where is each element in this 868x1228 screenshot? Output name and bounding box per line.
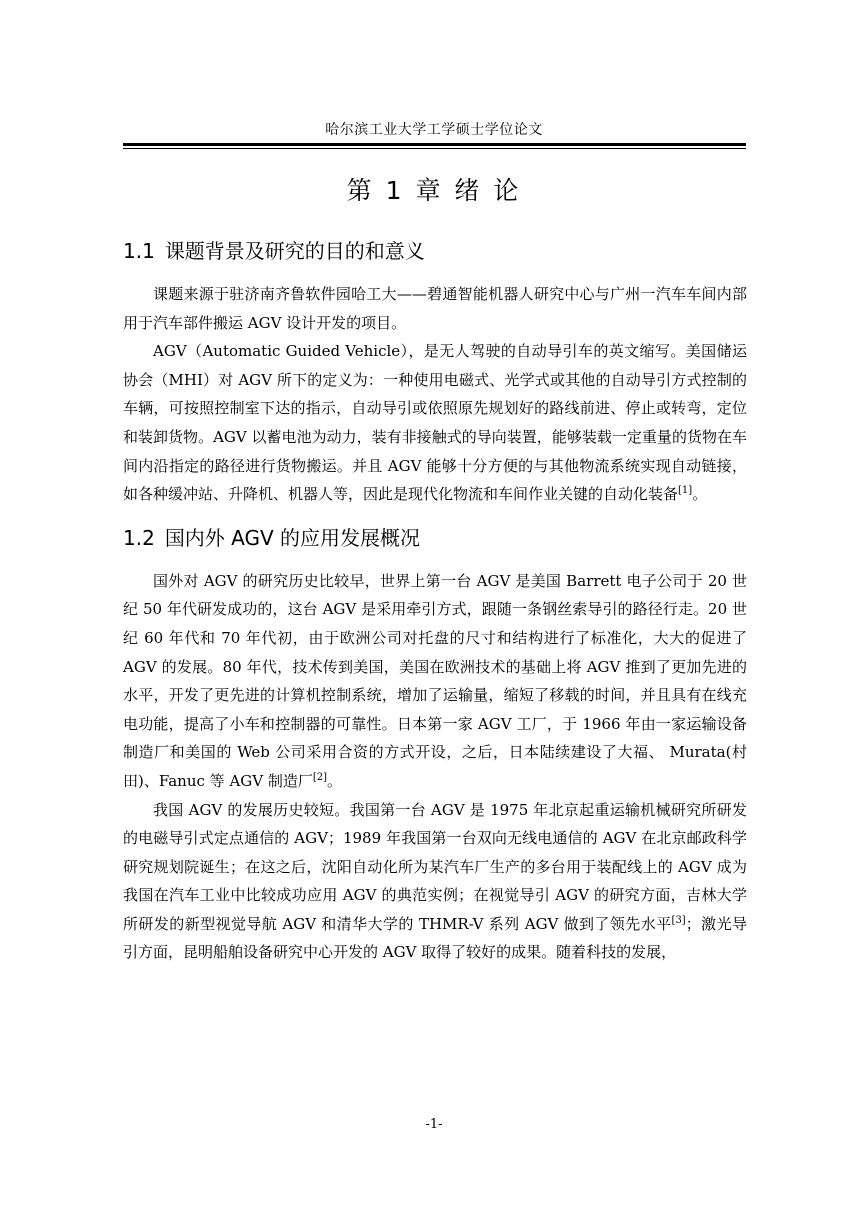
page-number: -1-: [425, 1117, 443, 1132]
paragraph-tail: 。: [327, 771, 343, 790]
citation-ref: [3]: [671, 914, 686, 926]
header-rule-thick: [123, 143, 746, 146]
paragraph-text: 课题来源于驻济南齐鲁软件园哈工大——碧通智能机器人研究中心与广州一汽车车间内部用于汽车部件搬运 AGV 设计开发的项目。: [123, 285, 747, 332]
section-number: 1.1: [123, 239, 155, 263]
section-title: 国内外 AGV 的应用发展概况: [164, 525, 421, 550]
body-content: [123, 234, 747, 967]
paragraph-text: AGV（Automatic Guided Vehicle），是无人驾驶的自动导引车的英文缩写。美国储运协会（MHI）对 AGV 所下的定义为：一种使用电磁式、光学式或其他的自动导引方式控制的车辆，可按照控制室下达的指示，自动导引或依照原先规划好的路线前进、停止或转弯，定位和装卸货物。AGV 以蓄电池为动力，装有非接触式的导向装置，能够装载一定重量的货物在车间内沿指定的路径进行货物搬运。并且 AGV 能够十分方便的与其他物流系统实现自动链接，如各种缓冲站、升降机、机器人等，因此是现代化物流和车间作业关键的自动化装备: [123, 342, 747, 504]
section-1-2: [123, 521, 747, 967]
section-1-1: [123, 234, 747, 509]
section-heading: [123, 521, 747, 555]
running-header: 哈尔滨工业大学工学硕士学位论文: [325, 122, 543, 138]
paragraph: [123, 337, 747, 509]
paragraph: [123, 280, 747, 337]
paragraph: [123, 567, 747, 796]
section-heading: [123, 234, 747, 268]
section-number: 1.2: [123, 525, 155, 550]
paragraph-tail: 。: [692, 485, 708, 504]
paragraph-text: 国外对 AGV 的研究历史比较早，世界上第一台 AGV 是美国 Barrett 电子公司于 20 世纪 50 年代研发成功的，这台 AGV 是采用牵引方式，跟随一条钢丝索导引的路径行走。20 世纪 60 年代和 70 年代初，由于欧洲公司对托盘的尺寸和结构进行了标准化，大大的促进了 AGV 的发展。80 年代，技术传到美国，美国在欧洲技术的基础上将 AGV 推到了更加先进的水平，开发了更先进的计算机控制系统，增加了运输量，缩短了移载的时间，并且具有在线充电功能，提高了小车和控制器的可靠性。日本第一家 AGV 工厂，于 1966 年由一家运输设备制造厂和美国的 Web 公司采用合资的方式开设，之后，日本陆续建设了大福、 Murata(村田)、Fanuc 等 AGV 制造厂: [123, 571, 747, 790]
citation-ref: [2]: [312, 771, 328, 783]
paragraph-text: 我国 AGV 的发展历史较短。我国第一台 AGV 是 1975 年北京起重运输机械研究所研发的电磁导引式定点通信的 AGV；1989 年我国第一台双向无线电通信的 AGV 在北京邮政科学研究规划院诞生；在这之后，沈阳自动化所为某汽车厂生产的多台用于装配线上的 AGV 成为我国在汽车工业中比较成功应用 AGV 的典范实例；在视觉导引 AGV 的研究方面，吉林大学所研发的新型视觉导航 AGV 和清华大学的 THMR-V 系列 AGV 做到了领先水平: [123, 800, 747, 933]
section-title: 课题背景及研究的目的和意义: [164, 239, 425, 263]
paragraph: [123, 796, 747, 968]
chapter-title: 第 1 章 绪 论: [346, 176, 522, 205]
citation-ref: [1]: [678, 485, 693, 497]
header-rule-thin: [123, 148, 746, 149]
paragraph-tail: ；激光导引方面，昆明船舶设备研究中心开发的 AGV 取得了较好的成果。随着科技的发展，: [123, 914, 747, 962]
